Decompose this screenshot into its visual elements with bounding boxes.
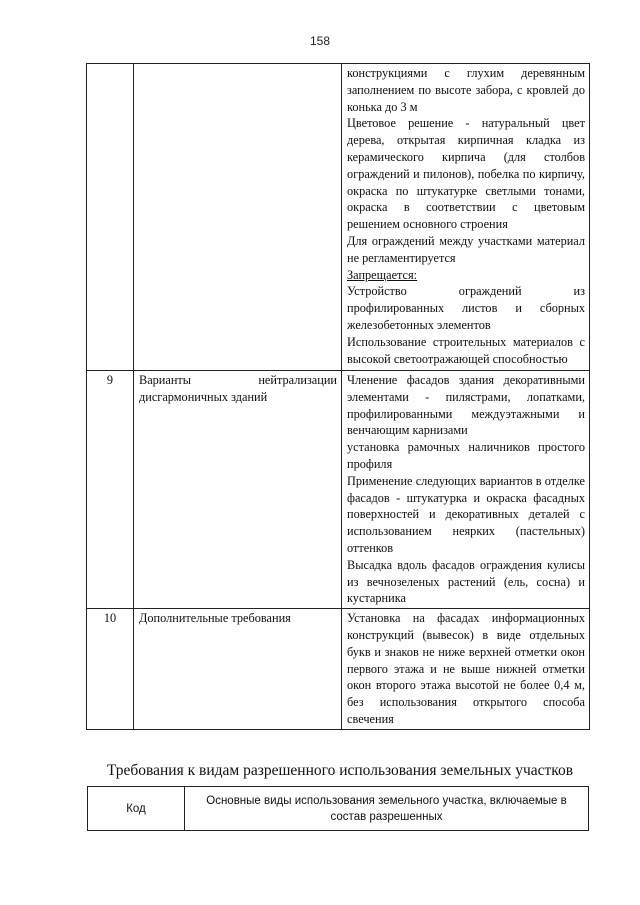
page-number: 158 [309,34,331,48]
row-name-cell [134,64,342,371]
requirement-text: Использование строительных материалов с высокой светоотражающей способностью [347,334,585,366]
row-requirements-cell [342,609,590,730]
requirement-text: Установка на фасадах информационных конструкций (вывесок) в виде отдельных букв и знаков не ниже верхней отметки окон первого этажа и не выше нижней отметки окон второго этажа высотой не более 0,4 м, без использования открытого способа свечения [347,611,585,726]
requirement-text: Членение фасадов здания декоративными элементами - пилястрами, лопатками, профилированными междуэтажными и венчающим карнизами [347,373,585,438]
table-row-10 [87,609,590,730]
requirement-text: Для ограждений между участками материал не регламентируется [347,233,585,265]
row-number-cell [87,64,134,371]
requirement-text: конструкциями с глухим деревянным заполнением по высоте забора, с кровлей до конька до 3 м [347,66,585,114]
requirement-text: установка рамочных наличников простого профиля [347,440,585,471]
row-number-cell: 9 [87,371,134,609]
section-heading: Требования к видам разрешенного использования земельных участков [106,762,574,779]
row-requirements-cell [342,371,590,609]
requirement-text: Применение следующих вариантов в отделке фасадов - штукатурка и окраска фасадных поверхностей и декоративных деталей с использованием неярких (пастельных) оттенков [347,473,585,555]
description-header-cell: Основные виды использования земельного участка, включаемые в состав разрешенных [185,787,589,831]
code-header-cell: Код [88,787,185,831]
table-row-continuation [87,64,590,371]
requirement-text: Устройство ограждений из профилированных листов и сборных железобетонных элементов [347,284,585,332]
row-name-cell: Варианты нейтрализации дисгармоничных зданий [134,371,342,609]
requirements-table [86,63,590,730]
table-header-row [88,787,589,831]
land-use-codes-table [87,786,589,831]
table-row-9 [87,371,590,609]
requirement-text: Высадка вдоль фасадов ограждения кулисы из вечнозеленых растений (ель, сосна) и кустарника [347,557,585,606]
prohibited-label: Запрещается: [347,267,418,282]
requirement-text: Цветовое решение - натуральный цвет дерева, открытая кирпичная кладка из керамического кирпича (для столбов ограждений и пилонов), побелка по кирпичу, окраска по штукатурке светлыми тонами, окраска в соответствии с цветовым решением основного строения [347,116,585,232]
row-requirements-cell [342,64,590,371]
row-number-cell: 10 [87,609,134,730]
row-name-cell: Дополнительные требования [134,609,342,730]
